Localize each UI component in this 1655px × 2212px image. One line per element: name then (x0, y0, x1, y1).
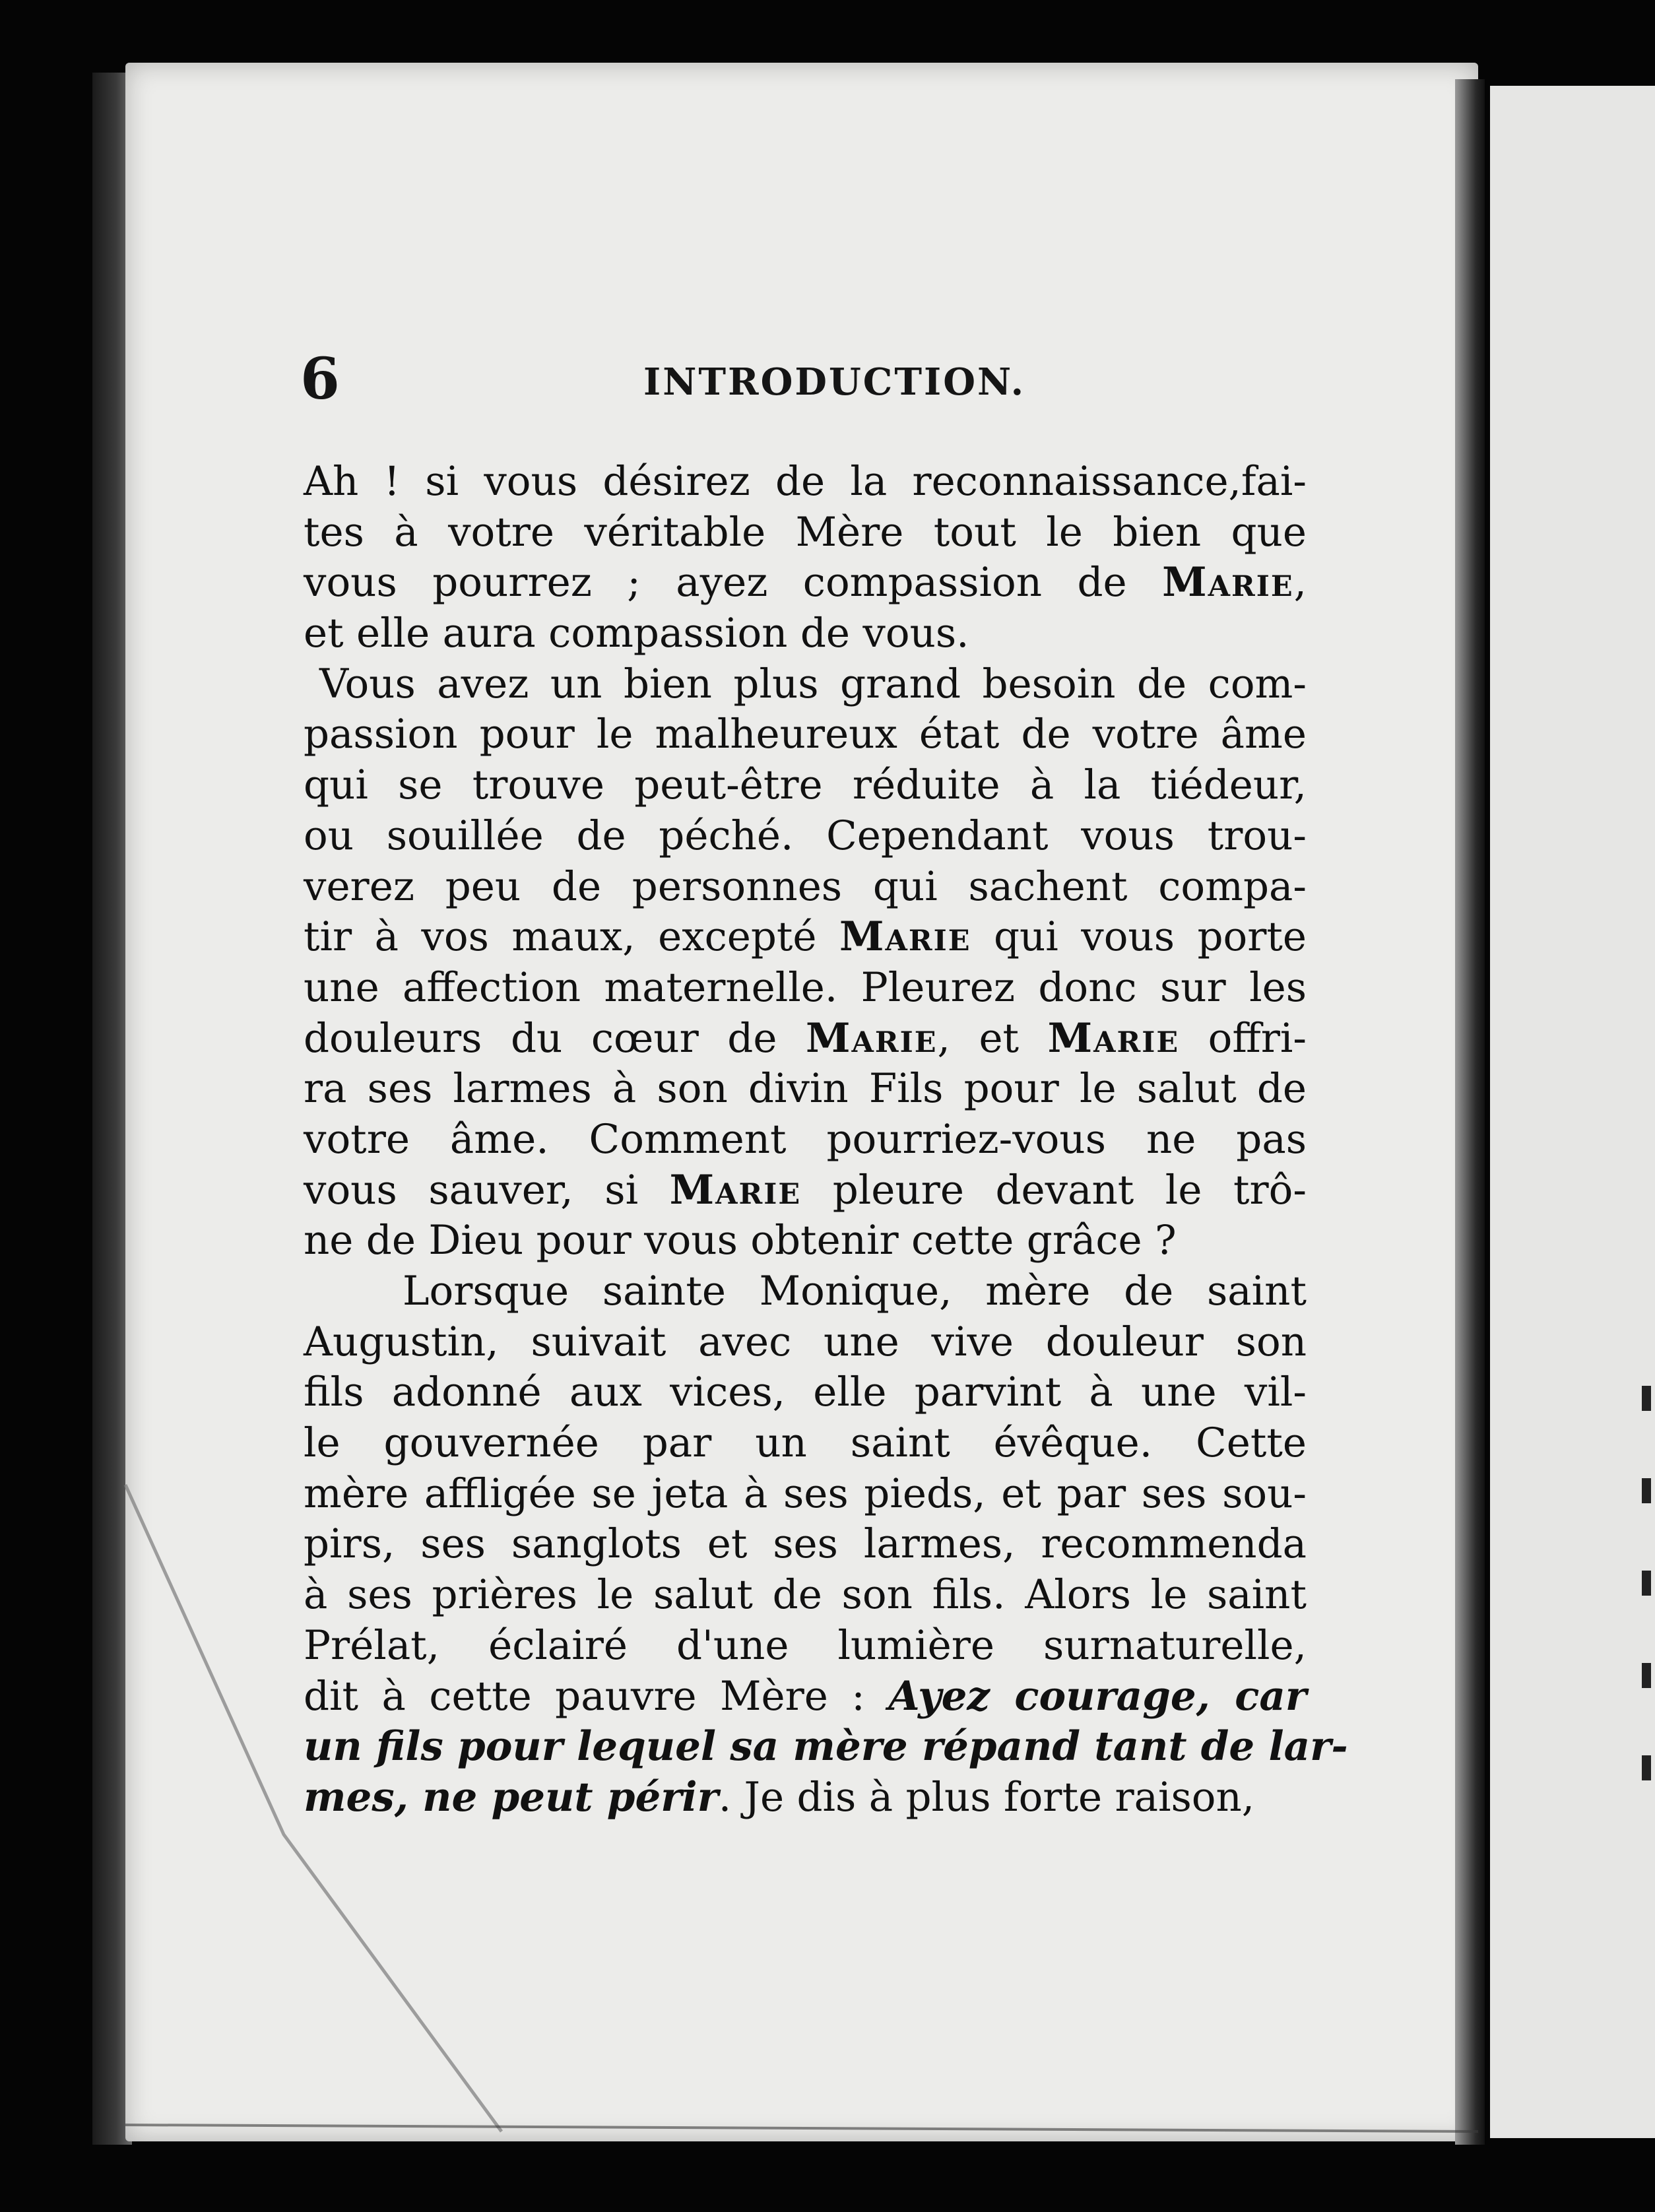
text-run: douleurs du cœur de (304, 1014, 806, 1062)
text-run: pleure devant le trô- (801, 1166, 1307, 1214)
text-line (304, 1064, 1307, 1115)
text-run: le gouvernée par un saint évêque. Cette (304, 1419, 1307, 1467)
page-gutter (1455, 79, 1485, 2145)
text-line (304, 709, 1307, 760)
text-line (304, 659, 1307, 710)
text-line (304, 862, 1307, 913)
name-small-caps: Marie (1047, 1014, 1180, 1062)
text-run: , (1293, 559, 1307, 606)
italic-quote: un fils pour lequel sa mère répand tant de lar- (304, 1723, 1348, 1771)
adjacent-page-mark (1642, 1386, 1651, 1411)
text-line (304, 558, 1307, 608)
page-number: 6 (300, 346, 340, 412)
text-run: verez peu de personnes qui sachent compa- (304, 862, 1307, 910)
adjacent-page-mark (1642, 1755, 1651, 1780)
text-line (304, 1672, 1307, 1722)
text-line (304, 1115, 1307, 1165)
text-run: ou souillée de péché. Cependant vous trou- (304, 812, 1307, 859)
adjacent-page-mark (1642, 1478, 1651, 1503)
text-line (304, 1570, 1307, 1621)
text-run: . Je dis à plus forte raison, (718, 1773, 1255, 1821)
text-run: votre âme. Comment pourriez-vous ne pas (304, 1115, 1307, 1163)
text-run: fils adonné aux vices, elle parvint à une vil- (304, 1369, 1307, 1416)
text-line (304, 1621, 1307, 1672)
text-line (304, 608, 1307, 659)
text-run: tir à vos maux, excepté (304, 913, 839, 961)
text-line (304, 1418, 1307, 1469)
text-run: Prélat, éclairé d'une lumière surnaturelle, (304, 1621, 1307, 1669)
paragraph (304, 457, 1307, 659)
text-run: Ah ! si vous désirez de la reconnaissance,fai- (304, 458, 1307, 505)
name-small-caps: Marie (839, 913, 971, 961)
text-line (304, 1519, 1307, 1570)
text-line (304, 760, 1307, 811)
italic-quote: Ayez courage, car (888, 1672, 1307, 1720)
text-run: vous sauver, si (304, 1166, 670, 1214)
body-text (304, 457, 1348, 1823)
text-line (304, 1469, 1307, 1520)
text-run: une affection maternelle. Pleurez donc sur les (304, 963, 1307, 1011)
adjacent-page-edge (1490, 86, 1655, 2138)
text-run: offri- (1179, 1014, 1307, 1062)
text-run: mère affligée se jeta à ses pieds, et par ses sou- (304, 1470, 1307, 1517)
text-run: vous pourrez ; ayez compassion de (304, 559, 1163, 606)
text-run: , et (937, 1014, 1048, 1062)
text-line (304, 963, 1307, 1014)
text-line (304, 1014, 1307, 1064)
adjacent-page-mark (1642, 1663, 1651, 1688)
text-run: pirs, ses sanglots et ses larmes, recommenda (304, 1520, 1307, 1568)
text-run: passion pour le malheureux état de votre âme (304, 711, 1307, 758)
text-run: qui vous porte (971, 913, 1307, 961)
italic-quote: mes, ne peut périr (304, 1773, 719, 1821)
name-small-caps: Marie (1162, 559, 1294, 606)
text-line (304, 1367, 1307, 1418)
paragraph (304, 1266, 1348, 1823)
paragraph (304, 659, 1307, 1266)
name-small-caps: Marie (806, 1014, 938, 1062)
text-line (304, 1216, 1307, 1266)
text-line (304, 1165, 1307, 1216)
text-run: Vous avez un bien plus grand besoin de com- (319, 660, 1307, 707)
running-head (300, 343, 1303, 416)
text-run: ra ses larmes à son divin Fils pour le salut de (304, 1065, 1307, 1113)
text-run: dit à cette pauvre Mère : (304, 1672, 889, 1720)
text-run: Augustin, suivait avec une vive douleur son (304, 1318, 1307, 1365)
name-small-caps: Marie (669, 1166, 802, 1214)
text-line (304, 457, 1307, 507)
text-line (304, 1266, 1307, 1317)
text-run: qui se trouve peut-être réduite à la tiédeur, (304, 762, 1307, 809)
text-run: ne de Dieu pour vous obtenir cette grâce ? (304, 1217, 1177, 1264)
text-line (304, 811, 1307, 862)
text-run: et elle aura compassion de vous. (304, 610, 969, 657)
adjacent-page-mark (1642, 1571, 1651, 1596)
text-line (304, 507, 1307, 558)
text-run: à ses prières le salut de son fils. Alors le saint (304, 1571, 1307, 1619)
running-title: INTRODUCTION. (643, 360, 1026, 404)
text-run: Lorsque sainte Monique, mère de saint (403, 1268, 1307, 1315)
text-line (304, 1317, 1307, 1368)
text-run: tes à votre véritable Mère tout le bien que (304, 508, 1307, 556)
text-line (304, 912, 1307, 963)
text-line (304, 1722, 1348, 1773)
text-line (304, 1773, 1307, 1823)
